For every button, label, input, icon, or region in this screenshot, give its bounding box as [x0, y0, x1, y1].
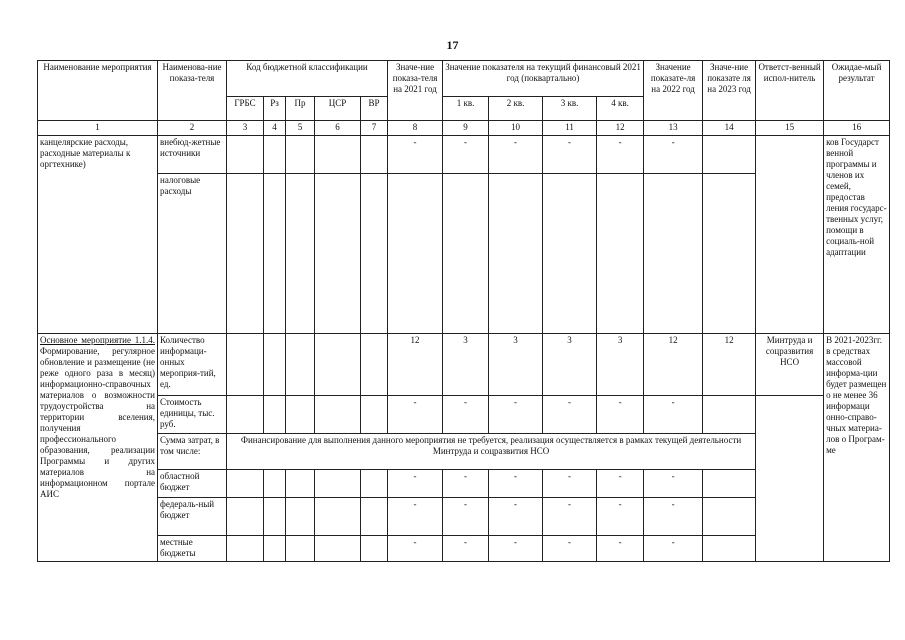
header-q4: 4 кв. [597, 97, 644, 121]
q4-cell: 3 [597, 334, 644, 396]
col-number: 6 [315, 121, 361, 136]
activity-description: Формирование, регулярное обновление и размещение (не реже одного раза в месяц) информационно-справочных материалов о возможности трудоустройства на территории вселения, получения профессионального образования, реализации Программы и других материалов на информационном портале АИС [40, 346, 155, 499]
q4-cell: - [597, 470, 644, 498]
q4-cell [597, 174, 644, 334]
header-indicator: Наименова-ние показа-теля [158, 61, 227, 121]
header-budget-code: Код бюджетной классификации [227, 61, 388, 97]
value-2023-cell [703, 396, 756, 434]
header-q3: 3 кв. [543, 97, 597, 121]
q1-cell: - [443, 396, 489, 434]
activity-name-cell: канцелярские расходы, расходные материалы к оргтехнике) [38, 136, 158, 334]
q3-cell: - [543, 136, 597, 174]
indicator-cell: местные бюджеты [158, 536, 227, 562]
q2-cell: - [489, 136, 543, 174]
q1-cell: - [443, 136, 489, 174]
col-number: 11 [543, 121, 597, 136]
q2-cell: - [489, 498, 543, 536]
value-2023-cell [703, 136, 756, 174]
col-number: 15 [756, 121, 824, 136]
responsible-cell-empty [756, 396, 824, 562]
value-2021-cell: - [388, 470, 443, 498]
header-value-2022: Значение показате-ля на 2022 год [644, 61, 703, 121]
value-2023-cell [703, 498, 756, 536]
value-2021-cell: 12 [388, 334, 443, 396]
col-number: 8 [388, 121, 443, 136]
value-2022-cell: - [644, 498, 703, 536]
header-value-2021: Значе-ние показа-теля на 2021 год [388, 61, 443, 121]
header-name: Наименование мероприятия [38, 61, 158, 121]
table-row [38, 136, 890, 174]
q1-cell: - [443, 498, 489, 536]
header-csr: ЦСР [315, 97, 361, 121]
q2-cell [489, 174, 543, 334]
header-vr: ВР [361, 97, 388, 121]
col-number: 16 [824, 121, 890, 136]
indicator-cell: Количество информаци-онных мероприя-тий, ед. [158, 334, 227, 396]
col-number: 12 [597, 121, 644, 136]
value-2023-cell: 12 [703, 334, 756, 396]
indicator-cell: федераль-ный бюджет [158, 498, 227, 536]
q4-cell: - [597, 136, 644, 174]
responsible-cell: Минтруда и соцразвития НСО [756, 334, 824, 396]
q4-cell: - [597, 396, 644, 434]
value-2022-cell: - [644, 536, 703, 562]
value-2023-cell [703, 470, 756, 498]
q1-cell: - [443, 470, 489, 498]
value-2022-cell: - [644, 396, 703, 434]
value-2022-cell [644, 174, 703, 334]
indicator-cell: налоговые расходы [158, 174, 227, 334]
q3-cell: - [543, 498, 597, 536]
col-number: 5 [286, 121, 315, 136]
q4-cell: - [597, 536, 644, 562]
header-expected: Ожидае-мый результат [824, 61, 890, 121]
value-2021-cell [388, 174, 443, 334]
value-2021-cell: - [388, 536, 443, 562]
col-number: 14 [703, 121, 756, 136]
expected-result-cell: ков Государст венной программы и членов их семей, предостав ления государс-твенных услуг, помощи в социаль-ной адаптации [824, 136, 890, 334]
financing-note: Финансирование для выполнения данного мероприятия не требуется, реализация осуществляется в рамках текущей деятельности Минтруда и соцразвития НСО [227, 434, 756, 470]
col-number: 10 [489, 121, 543, 136]
value-2021-cell: - [388, 136, 443, 174]
responsible-cell [756, 136, 824, 334]
value-2022-cell: - [644, 470, 703, 498]
header-responsible: Ответст-венный испол-нитель [756, 61, 824, 121]
header-q1: 1 кв. [443, 97, 489, 121]
q2-cell: - [489, 536, 543, 562]
col-number: 7 [361, 121, 388, 136]
header-current-year: Значение показателя на текущий финансовый 2021 год (поквартально) [443, 61, 644, 97]
q3-cell: - [543, 396, 597, 434]
header-grbs: ГРБС [227, 97, 264, 121]
q2-cell: - [489, 470, 543, 498]
activity-name-cell [38, 334, 158, 562]
q1-cell: - [443, 536, 489, 562]
indicator-cell: областной бюджет [158, 470, 227, 498]
header-rz: Рз [264, 97, 286, 121]
col-number: 13 [644, 121, 703, 136]
q2-cell: - [489, 396, 543, 434]
q4-cell: - [597, 498, 644, 536]
program-activities-table [37, 60, 890, 562]
value-2021-cell: - [388, 498, 443, 536]
header-value-2023: Значе-ние показате ля на 2023 год [703, 61, 756, 121]
header-pr: Пр [286, 97, 315, 121]
q3-cell [543, 174, 597, 334]
page-number: 17 [446, 38, 459, 52]
value-2023-cell [703, 174, 756, 334]
col-number: 9 [443, 121, 489, 136]
column-numbers-row [38, 121, 890, 136]
activity-title: Основное мероприятие 1.1.4. [40, 335, 155, 345]
value-2022-cell: - [644, 136, 703, 174]
table-row [38, 334, 890, 396]
indicator-cell: Сумма затрат, в том числе: [158, 434, 227, 470]
q1-cell: 3 [443, 334, 489, 396]
value-2021-cell: - [388, 396, 443, 434]
col-number: 3 [227, 121, 264, 136]
q1-cell [443, 174, 489, 334]
q3-cell: - [543, 536, 597, 562]
col-number: 4 [264, 121, 286, 136]
indicator-cell: внебюд-жетные источники [158, 136, 227, 174]
indicator-cell: Стоимость единицы, тыс. руб. [158, 396, 227, 434]
col-number: 2 [158, 121, 227, 136]
q3-cell: - [543, 470, 597, 498]
table-row [38, 396, 890, 434]
value-2022-cell: 12 [644, 334, 703, 396]
q2-cell: 3 [489, 334, 543, 396]
expected-result-cell: В 2021-2023гг. в средствах массовой информа-ции будет размещен о не менее 36 информаци онно-справо-чных материа-лов о Програм-ме [824, 334, 890, 562]
header-q2: 2 кв. [489, 97, 543, 121]
q3-cell: 3 [543, 334, 597, 396]
col-number: 1 [38, 121, 158, 136]
value-2023-cell [703, 536, 756, 562]
table-header [38, 61, 890, 136]
